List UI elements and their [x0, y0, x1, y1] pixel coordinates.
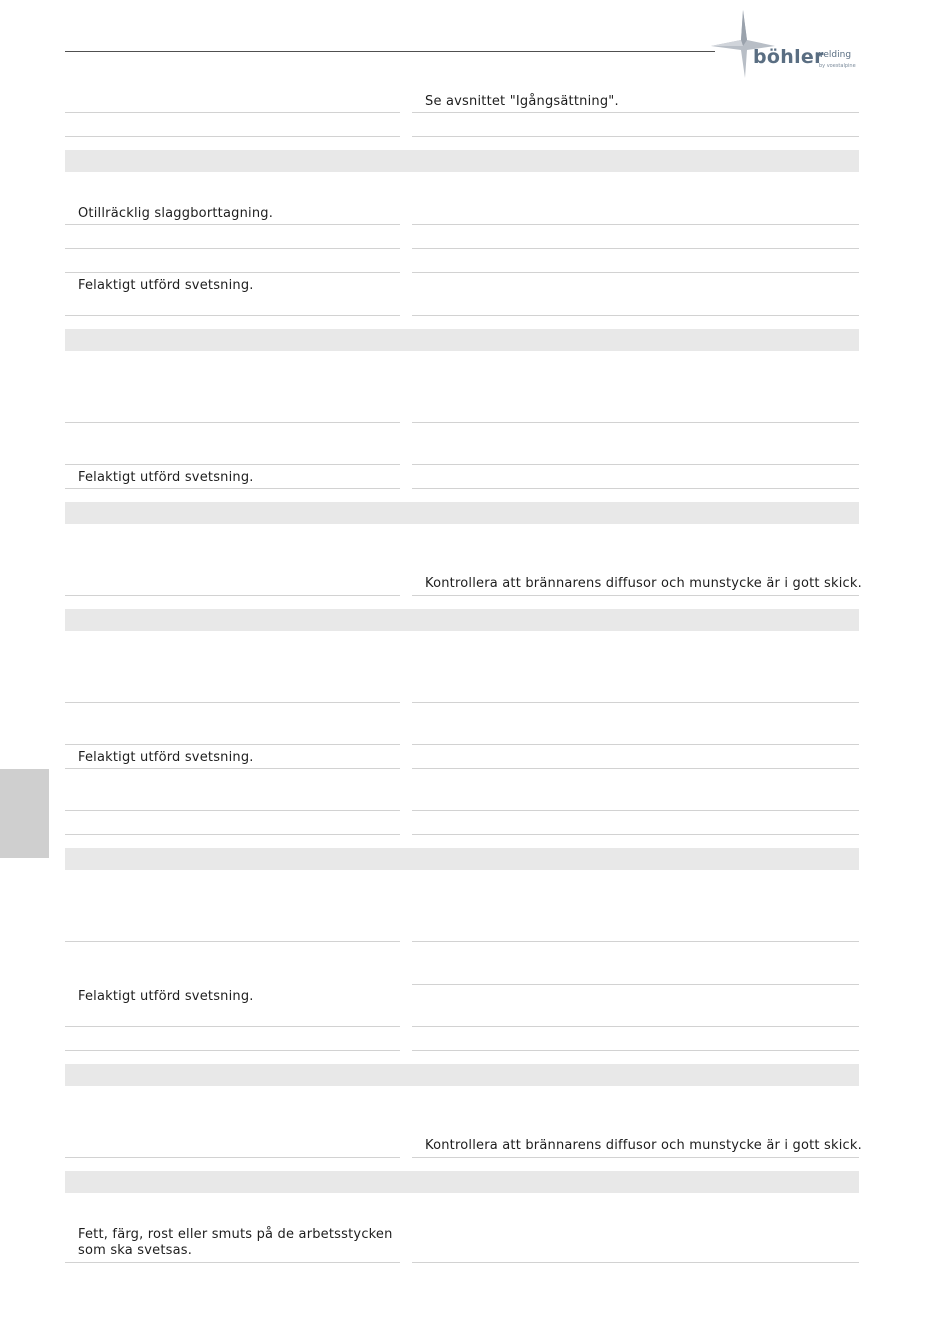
row-divider-left	[65, 315, 400, 316]
header-rule	[65, 51, 715, 52]
section-header-band	[65, 150, 859, 172]
row-divider-left	[65, 1050, 400, 1051]
row-divider-left	[65, 422, 400, 423]
row-divider-right	[412, 1050, 859, 1051]
row-divider-left	[65, 702, 400, 703]
row-divider-left	[65, 744, 400, 745]
row-divider-left	[65, 488, 400, 489]
row-divider-left	[65, 464, 400, 465]
row-divider-right	[412, 488, 859, 489]
cause-text: Fett, färg, rost eller smuts på de arbetsstycken som ska svetsas.	[78, 1227, 393, 1258]
row-divider-right	[412, 248, 859, 249]
row-divider-left	[65, 834, 400, 835]
chapter-side-tab	[0, 769, 49, 858]
row-divider-left	[65, 272, 400, 273]
row-divider-right	[412, 702, 859, 703]
row-divider-right	[412, 941, 859, 942]
section-header-band	[65, 609, 859, 631]
row-divider-left	[65, 248, 400, 249]
row-divider-left	[65, 1262, 400, 1263]
row-divider-right	[412, 595, 859, 596]
bohler-welding-logo	[705, 8, 865, 80]
row-divider-left	[65, 1157, 400, 1158]
row-divider-left	[65, 112, 400, 113]
cause-text: Felaktigt utförd svetsning.	[78, 750, 254, 765]
row-divider-right	[412, 422, 859, 423]
row-divider-right	[412, 1026, 859, 1027]
row-divider-left	[65, 810, 400, 811]
cause-text: Felaktigt utförd svetsning.	[78, 989, 254, 1004]
cause-text: Felaktigt utförd svetsning.	[78, 470, 254, 485]
row-divider-right	[412, 984, 859, 985]
section-header-band	[65, 1064, 859, 1086]
logo-tagline: by voestalpine	[819, 63, 856, 69]
solution-text: Kontrollera att brännarens diffusor och munstycke är i gott skick.	[425, 576, 862, 591]
solution-text: Se avsnittet "Igångsättning".	[425, 94, 619, 109]
row-divider-right	[412, 315, 859, 316]
row-divider-right	[412, 464, 859, 465]
section-header-band	[65, 1171, 859, 1193]
row-divider-right	[412, 1262, 859, 1263]
row-divider-right	[412, 744, 859, 745]
logo-brand: böhler	[753, 46, 824, 68]
row-divider-right	[412, 224, 859, 225]
solution-text: Kontrollera att brännarens diffusor och munstycke är i gott skick.	[425, 1138, 862, 1153]
row-divider-right	[412, 112, 859, 113]
cause-text: Felaktigt utförd svetsning.	[78, 278, 254, 293]
row-divider-left	[65, 595, 400, 596]
row-divider-left	[65, 1026, 400, 1027]
row-divider-left	[65, 768, 400, 769]
row-divider-left	[65, 224, 400, 225]
row-divider-right	[412, 810, 859, 811]
logo-brand-suffix: welding	[816, 50, 852, 60]
row-divider-right	[412, 272, 859, 273]
cause-text: Otillräcklig slaggborttagning.	[78, 206, 274, 221]
row-divider-left	[65, 941, 400, 942]
row-divider-left	[65, 136, 400, 137]
star-logo-icon	[705, 8, 785, 80]
row-divider-right	[412, 1157, 859, 1158]
row-divider-right	[412, 834, 859, 835]
section-header-band	[65, 848, 859, 870]
row-divider-right	[412, 768, 859, 769]
section-header-band	[65, 329, 859, 351]
section-header-band	[65, 502, 859, 524]
row-divider-right	[412, 136, 859, 137]
